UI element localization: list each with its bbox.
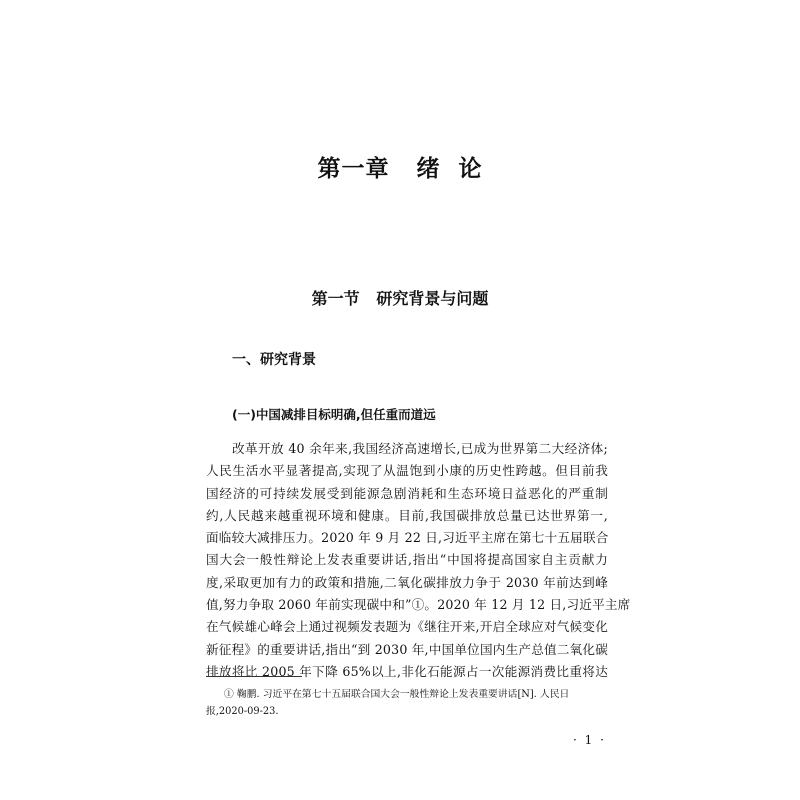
body-line-5: 面临较大减排压力。2020 年 9 月 22 日,习近平主席在第七十五届联合 <box>206 530 609 546</box>
body-line-3: 国经济的可持续发展受到能源急剧消耗和生态环境日益恶化的严重制 <box>206 485 608 501</box>
heading-research-background: 一、研究背景 <box>232 352 316 368</box>
heading-emission-target: (一)中国减排目标明确,但任重而道远 <box>232 407 436 422</box>
body-line-2: 人民生活水平显著提高,实现了从温饱到小康的历史性跨越。但目前我 <box>206 463 608 479</box>
footnote-divider <box>206 676 302 677</box>
body-line-9: 在气候雄心峰会上通过视频发表题为《继往开来,开启全球应对气候变化 <box>206 619 608 635</box>
body-line-8: 值,努力争取 2060 年前实现碳中和”①。2020 年 12 月 12 日,习近平主席 <box>206 597 631 613</box>
footnote-line-2: 报,2020-09-23. <box>206 706 279 717</box>
body-line-10: 新征程》的重要讲话,指出“到 2030 年,中国单位国内生产总值二氧化碳 <box>206 641 608 657</box>
body-line-7: 度,采取更加有力的政策和措施,二氧化碳排放力争于 2030 年前达到峰 <box>206 574 608 590</box>
chapter-title: 第一章 绪 论 <box>317 155 483 182</box>
footnote <box>206 686 608 720</box>
body-line-1: 改革开放 40 余年来,我国经济高速增长,已成为世界第二大经济体; <box>232 441 608 456</box>
body-line-6: 国大会一般性辩论上发表重要讲话,指出“中国将提高国家自主贡献力 <box>206 552 608 568</box>
section-title: 第一节 研究背景与问题 <box>311 289 489 308</box>
body-paragraph <box>206 438 631 683</box>
page-number: · 1 · <box>573 733 606 747</box>
body-line-11: 排放将比 2005 年下降 65%以上,非化石能源占一次能源消费比重将达 <box>206 663 608 679</box>
body-line-4: 约,人民越来越重视环境和健康。目前,我国碳排放总量已达世界第一, <box>206 507 608 523</box>
footnote-line-1: ① 鞠鹏. 习近平在第七十五届联合国大会一般性辩论上发表重要讲话[N]. 人民日 <box>224 689 570 700</box>
